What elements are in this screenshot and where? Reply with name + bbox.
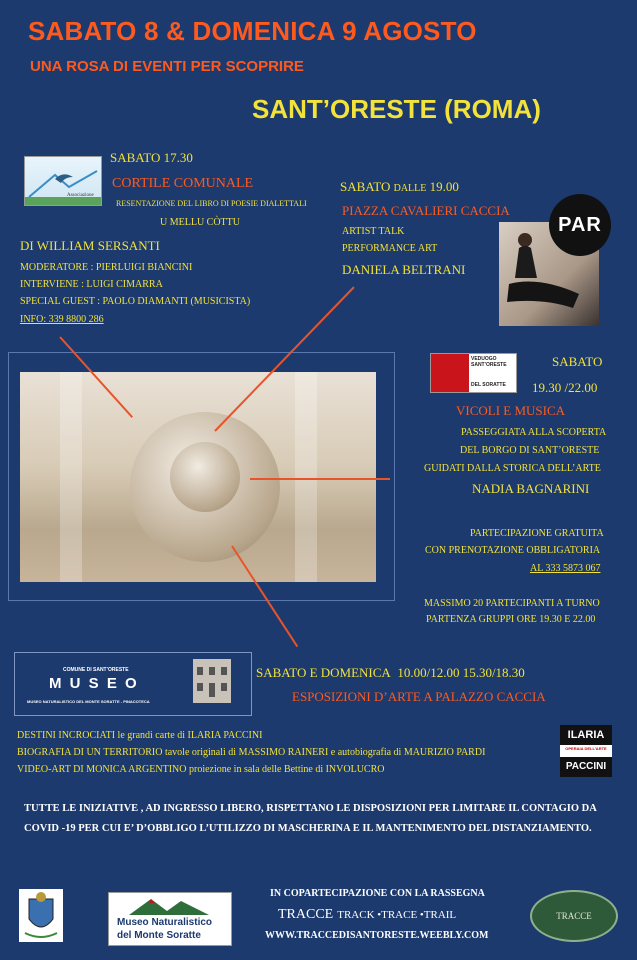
museo-days: SABATO E DOMENICA [256, 665, 391, 680]
exhibit-line: DESTINI INCROCIATI le grandi carte di ILARIA PACCINI [17, 730, 263, 741]
event3-title: VICOLI E MUSICA [456, 403, 566, 418]
event3-guide: NADIA BAGNARINI [472, 481, 590, 496]
event3-line3: GUIDATI DALLA STORICA DELL’ARTE [424, 463, 601, 474]
ilaria-paccini-logo [560, 725, 612, 777]
museo-name: M U S E O [49, 675, 139, 692]
tracce-name: TRACCE [278, 907, 334, 922]
event-subtitle: UNA ROSA DI EVENTI PER SCOPRIRE [30, 58, 304, 75]
event1-author: DI WILLIAM SERSANTI [20, 238, 160, 253]
tracce-logo-text: TRACCE [556, 911, 592, 921]
association-logo-text: Associazione [67, 193, 94, 198]
par-logo [549, 194, 611, 256]
exhibit-line: BIOGRAFIA DI UN TERRITORIO tavole originali di MASSIMO RAINERI e autobiografia di MAURIZIO PARDI [17, 747, 486, 758]
event2-day-time [340, 179, 459, 195]
footer-tracce [278, 905, 456, 923]
palazzo-icon [193, 659, 231, 703]
event2-line1: ARTIST TALK [342, 226, 405, 237]
connector-line [250, 478, 390, 480]
museo-hours: 10.00/12.00 15.30/18.30 [397, 665, 525, 680]
town-crest-icon [19, 889, 63, 942]
event3-free2: CON PRENOTAZIONE OBBLIGATORIA [425, 545, 601, 556]
par-logo-letters: PAR [558, 214, 602, 236]
event1-day-time: SABATO 17.30 [110, 150, 193, 165]
museo-logo-line1: Museo Naturalistico [117, 917, 213, 928]
ilaria-bottom: PACCINI [560, 757, 612, 777]
veduogo-logo [430, 353, 517, 393]
event3-max: MASSIMO 20 PARTECIPANTI A TURNO [424, 598, 600, 609]
event3-phone-link[interactable]: AL 333 5873 067 [530, 563, 601, 574]
event1-description: RESENTAZIONE DEL LIBRO DI POESIE DIALETTALI [116, 199, 307, 208]
tracce-logo [530, 890, 618, 942]
tracce-sub: TRACK •TRACE •TRAIL [337, 909, 457, 921]
event3-groups: PARTENZA GRUPPI ORE 19.30 E 22.00 [426, 614, 596, 625]
event1-guest: SPECIAL GUEST : PAOLO DIAMANTI (MUSICISTA) [20, 296, 251, 307]
location-title: SANT’ORESTE (ROMA) [252, 94, 541, 124]
event2-place: PIAZZA CAVALIERI CACCIA [342, 203, 510, 218]
ilaria-mid: OPERAIA DELL’ARTE [565, 746, 607, 751]
event3-day: SABATO [552, 354, 603, 369]
event2-time: 19.00 [429, 179, 459, 194]
event3-line2: DEL BORGO DI SANT’ORESTE [460, 445, 600, 456]
museo-days-hours [256, 665, 525, 681]
museo-logo-line2: del Monte Soratte [117, 930, 201, 941]
event3-free1: PARTECIPAZIONE GRATUITA [470, 528, 604, 539]
event1-info-link[interactable]: INFO: 339 8800 286 [20, 314, 104, 325]
museo-exhibit: ESPOSIZIONI D’ARTE A PALAZZO CACCIA [292, 689, 546, 704]
notice-line: TUTTE LE INIZIATIVE , AD INGRESSO LIBERO, RISPETTANO LE DISPOSIZIONI PER LIMITARE IL CONTAGIO DA [24, 803, 597, 814]
event2-from: DALLE [393, 183, 427, 194]
event1-book-title: U MELLU CÒTTU [160, 217, 240, 228]
museo-sub: MUSEO NATURALISTICO DEL MONTE SORATTE - PINACOTECA [27, 699, 150, 704]
stone-rose-image [20, 372, 376, 582]
event3-time: 19.30 /22.00 [532, 380, 598, 395]
museo-logo [14, 652, 252, 716]
event2-artist: DANIELA BELTRANI [342, 262, 466, 277]
event1-place: CORTILE COMUNALE [112, 176, 254, 191]
mountain-icon [129, 895, 251, 917]
event3-line1: PASSEGGIATA ALLA SCOPERTA [461, 427, 607, 438]
event-title: SABATO 8 & DOMENICA 9 AGOSTO [28, 16, 477, 46]
event1-moderator: MODERATORE : PIERLUIGI BIANCINI [20, 262, 193, 273]
event2-line2: PERFORMANCE ART [342, 243, 438, 254]
footer-copartecipazione: IN COPARTECIPAZIONE CON LA RASSEGNA [270, 888, 485, 899]
footer-website-link[interactable]: WWW.TRACCEDISANTORESTE.WEEBLY.COM [265, 930, 489, 941]
ilaria-top: ILARIA [560, 725, 612, 745]
association-logo [24, 156, 102, 206]
museo-comune: COMUNE DI SANT’ORESTE [63, 667, 129, 673]
notice-line: COVID -19 PER CUI E’ D’OBBLIGO L’UTILIZZO DI MASCHERINA E IL MANTENIMENTO DEL DISTANZIAMENTO. [24, 823, 592, 834]
museo-naturalistico-logo [108, 892, 232, 946]
event1-interviewer: INTERVIENE : LUIGI CIMARRA [20, 279, 163, 290]
exhibit-line: VIDEO-ART DI MONICA ARGENTINO proiezione in sala delle Bettine di INVOLUCRO [17, 764, 385, 775]
veduogo-logo-top: VEDUOGO SANT’ORESTE [471, 356, 507, 368]
event2-day: SABATO [340, 179, 391, 194]
veduogo-logo-bottom: DEL SORATTE [471, 382, 506, 388]
